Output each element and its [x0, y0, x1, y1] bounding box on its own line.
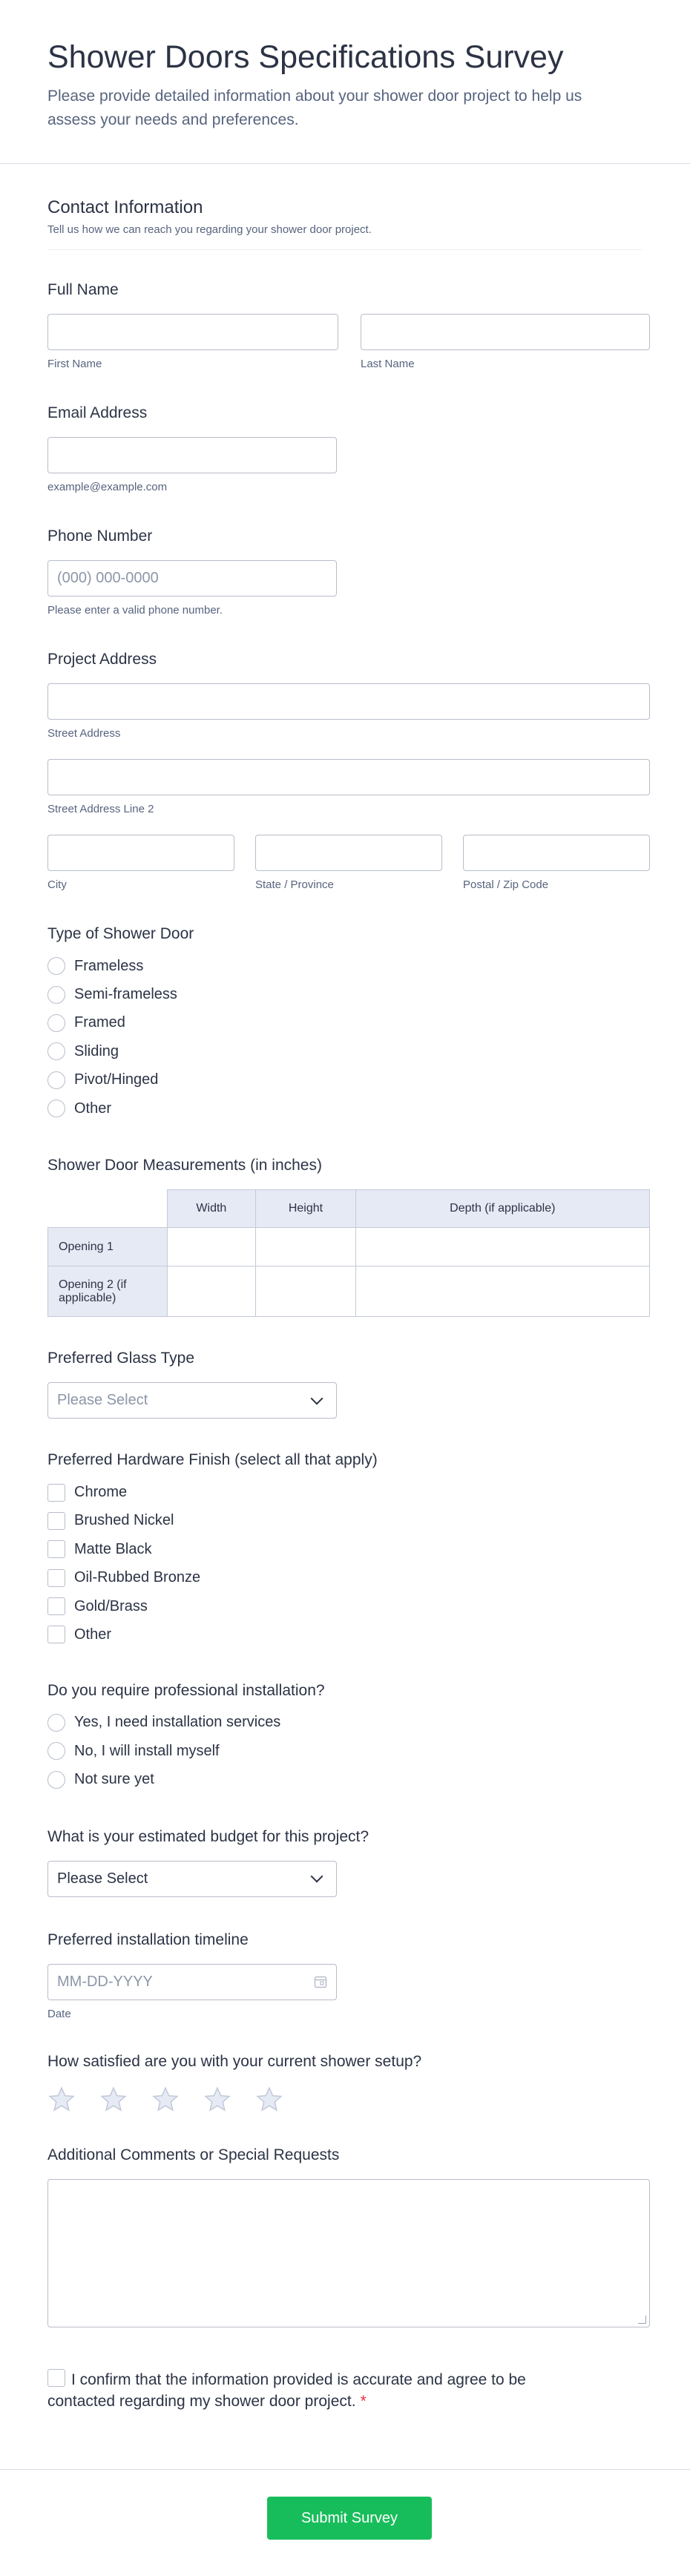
satisfaction-label: How satisfied are you with your current shower setup?: [47, 2052, 422, 2070]
first-name-input[interactable]: [47, 314, 338, 350]
star-icon[interactable]: [203, 2086, 231, 2114]
hardware-option[interactable]: Brushed Nickel: [47, 1507, 643, 1535]
budget-field: [0, 1827, 690, 1897]
city-input[interactable]: [47, 835, 234, 871]
hardware-option[interactable]: Gold/Brass: [47, 1592, 643, 1620]
table-corner: [48, 1190, 168, 1228]
hardware-options: [47, 1478, 643, 1649]
street-address-sublabel: Street Address: [47, 727, 121, 740]
hardware-label: Preferred Hardware Finish (select all that apply): [47, 1451, 378, 1469]
date-input[interactable]: [47, 1964, 337, 2000]
contact-section-header: [0, 164, 690, 250]
comments-field: [0, 2145, 690, 2327]
form-header: [0, 0, 690, 164]
date-placeholder: MM-DD-YYYY: [57, 1973, 153, 1990]
full-name-field: [0, 280, 690, 370]
budget-selected: Please Select: [57, 1870, 148, 1887]
city-sublabel: City: [47, 878, 67, 891]
star-icon[interactable]: [255, 2086, 283, 2114]
radio-button[interactable]: [47, 1714, 65, 1732]
zip-sublabel: Postal / Zip Code: [463, 878, 549, 891]
satisfaction-field: [0, 2051, 690, 2114]
door-type-option[interactable]: Semi-frameless: [47, 980, 643, 1008]
checkbox[interactable]: [47, 1512, 65, 1530]
radio-button[interactable]: [47, 1742, 65, 1760]
star-rating: [47, 2086, 643, 2114]
section-title: Contact Information: [47, 197, 203, 217]
installation-label: Do you require professional installation?: [47, 1681, 325, 1699]
state-sublabel: State / Province: [255, 878, 334, 891]
measurements-label: Shower Door Measurements (in inches): [47, 1157, 322, 1174]
confirm-label: I confirm that the information provided is accurate and agree to be contacted regarding my shower door project.: [47, 2370, 526, 2410]
star-icon[interactable]: [99, 2086, 128, 2114]
form-footer: [0, 2469, 690, 2576]
opening-2-height-cell[interactable]: [256, 1266, 355, 1317]
glass-type-field: [0, 1348, 690, 1419]
radio-button[interactable]: [47, 1100, 65, 1117]
submit-button[interactable]: Submit Survey: [267, 2497, 432, 2540]
phone-field: [0, 526, 690, 617]
checkbox[interactable]: [47, 1597, 65, 1615]
address-label: Project Address: [47, 651, 157, 668]
glass-type-selected: Please Select: [57, 1392, 148, 1409]
installation-option[interactable]: Not sure yet: [47, 1765, 643, 1793]
checkbox[interactable]: [47, 1569, 65, 1587]
confirm-field: [0, 2369, 690, 2412]
door-type-options: [47, 952, 643, 1123]
required-asterisk: *: [360, 2392, 367, 2410]
installation-option[interactable]: Yes, I need installation services: [47, 1709, 643, 1737]
section-subtitle: Tell us how we can reach you regarding your shower door project.: [47, 223, 643, 250]
address-field: [0, 649, 690, 891]
glass-type-label: Preferred Glass Type: [47, 1350, 195, 1367]
column-header-height: Height: [256, 1190, 355, 1228]
column-header-width: Width: [167, 1190, 256, 1228]
chevron-down-icon: [311, 1870, 323, 1883]
last-name-sublabel: Last Name: [361, 358, 415, 370]
budget-label: What is your estimated budget for this project?: [47, 1827, 369, 1845]
phone-sublabel: Please enter a valid phone number.: [47, 604, 223, 617]
door-type-option[interactable]: Frameless: [47, 952, 643, 980]
zip-input[interactable]: [463, 835, 650, 871]
calendar-icon[interactable]: [314, 1975, 327, 1988]
checkbox[interactable]: [47, 1626, 65, 1643]
checkbox[interactable]: [47, 1540, 65, 1558]
confirm-row[interactable]: [47, 2369, 567, 2412]
street-address2-input[interactable]: [47, 759, 650, 795]
radio-button[interactable]: [47, 957, 65, 975]
email-label: Email Address: [47, 404, 148, 421]
date-sublabel: Date: [47, 2007, 71, 2020]
column-header-depth: Depth (if applicable): [355, 1190, 649, 1228]
door-type-label: Type of Shower Door: [47, 925, 194, 942]
door-type-option[interactable]: Other: [47, 1094, 643, 1123]
phone-label: Phone Number: [47, 528, 153, 545]
page-title: Shower Doors Specifications Survey: [47, 39, 564, 75]
last-name-input[interactable]: [361, 314, 650, 350]
comments-label: Additional Comments or Special Requests: [47, 2146, 340, 2163]
row-header-opening-2: Opening 2 (if applicable): [48, 1266, 168, 1317]
row-header-opening-1: Opening 1: [48, 1228, 168, 1266]
installation-options: [47, 1709, 643, 1794]
installation-option[interactable]: No, I will install myself: [47, 1737, 643, 1765]
door-type-option[interactable]: Sliding: [47, 1037, 643, 1065]
budget-select[interactable]: [47, 1861, 337, 1897]
opening-2-width-cell[interactable]: [167, 1266, 256, 1317]
radio-button[interactable]: [47, 1771, 65, 1789]
radio-button[interactable]: [47, 1042, 65, 1060]
hardware-option[interactable]: Matte Black: [47, 1535, 643, 1563]
street-address-input[interactable]: [47, 683, 650, 720]
measurements-field: [0, 1155, 690, 1317]
checkbox[interactable]: [47, 1484, 65, 1502]
timeline-field: [0, 1930, 690, 2020]
radio-button[interactable]: [47, 1071, 65, 1089]
opening-1-height-cell[interactable]: [256, 1228, 355, 1266]
phone-input[interactable]: (000) 000-0000: [47, 560, 337, 597]
email-sublabel: example@example.com: [47, 481, 168, 493]
door-type-option[interactable]: Pivot/Hinged: [47, 1066, 643, 1094]
hardware-option[interactable]: Oil-Rubbed Bronze: [47, 1564, 643, 1592]
glass-type-select[interactable]: [47, 1382, 337, 1419]
measurements-table: [47, 1189, 650, 1317]
state-input[interactable]: [255, 835, 442, 871]
opening-2-depth-cell[interactable]: [355, 1266, 649, 1317]
door-type-field: [0, 924, 690, 1123]
email-input[interactable]: [47, 437, 337, 473]
hardware-option[interactable]: Chrome: [47, 1478, 643, 1506]
hardware-option[interactable]: Other: [47, 1620, 643, 1649]
street-address2-sublabel: Street Address Line 2: [47, 803, 154, 815]
installation-field: [0, 1680, 690, 1794]
opening-1-width-cell[interactable]: [167, 1228, 256, 1266]
resize-handle-icon[interactable]: [638, 2316, 646, 2324]
chevron-down-icon: [311, 1392, 323, 1404]
first-name-sublabel: First Name: [47, 358, 102, 370]
comments-textarea[interactable]: [47, 2179, 650, 2327]
confirm-checkbox[interactable]: [47, 2369, 65, 2387]
timeline-label: Preferred installation timeline: [47, 1931, 249, 1948]
opening-1-depth-cell[interactable]: [355, 1228, 649, 1266]
door-type-option[interactable]: Framed: [47, 1009, 643, 1037]
full-name-label: Full Name: [47, 281, 119, 298]
radio-button[interactable]: [47, 1014, 65, 1032]
hardware-field: [0, 1450, 690, 1649]
star-icon[interactable]: [151, 2086, 180, 2114]
page-description: Please provide detailed information about your shower door project to help us assess your needs and preferences.: [47, 88, 582, 128]
star-icon[interactable]: [47, 2086, 76, 2114]
radio-button[interactable]: [47, 986, 65, 1004]
email-field: [0, 403, 690, 493]
